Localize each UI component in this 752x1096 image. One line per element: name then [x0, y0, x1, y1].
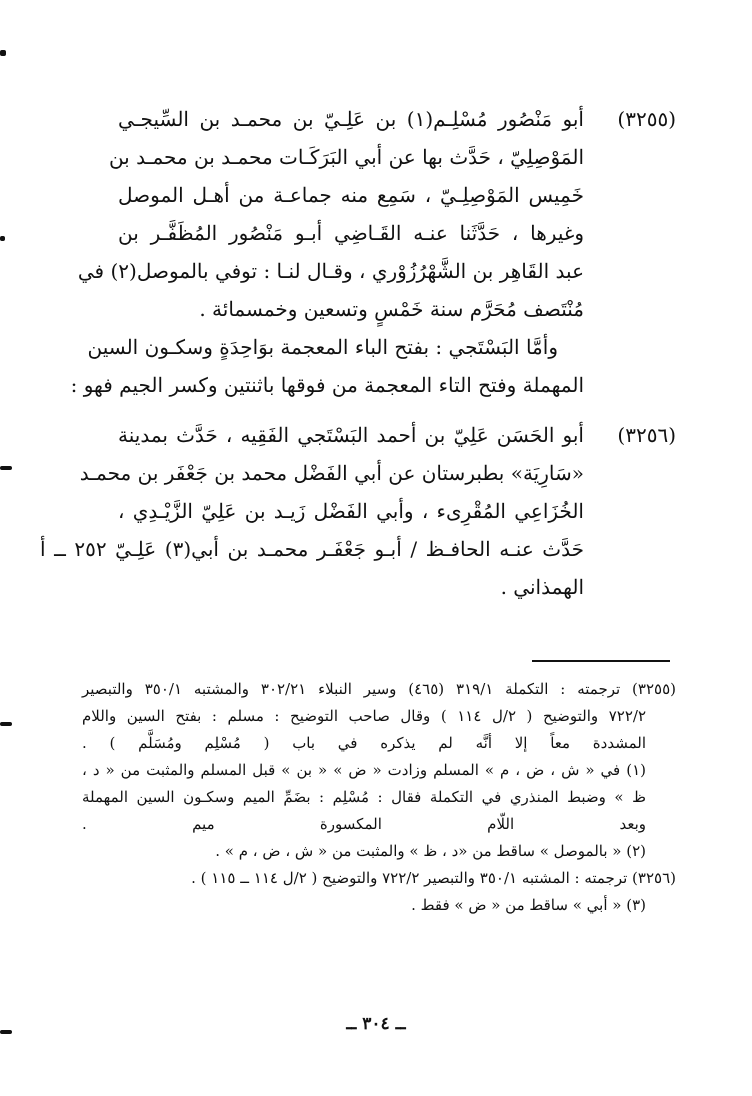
text-line: «سَارِيَة» بطبرستان عن أبي الفَضْل محمد بن جَعْفَر بن محمـد	[79, 461, 584, 485]
text-line: المَوْصِلِيّ ، حَدَّث بها عن أبي البَرَكَـات محمـد بن محمـد بن	[108, 145, 584, 169]
footnote-line: ظ » وضبط المنذري في التكملة فقال : مُسْلِم : بضَمِّ الميم وسكـون السين المهملة	[82, 788, 646, 806]
footnote-line: ٧٢٢/٢ والتوضيح ( ٢/ل ١١٤ ) وقال صاحب التوضيح : مسلم : بفتح السين واللام	[82, 707, 646, 725]
text-line: الهمذاني .	[500, 575, 584, 599]
entry-3256-continued	[40, 530, 584, 606]
text-line: خَمِيس المَوْصِلِـيّ ، سَمِع منه جماعـة من أهـل الموصل	[118, 183, 584, 207]
footnote-line: (٣٢٥٦) ترجمته : المشتبه ٣٥٠/١ والتبصير ٧٢٢/٢ والتوضيح ( ٢/ل ١١٤ ــ ١١٥ ) .	[191, 869, 676, 887]
footnote-line: (٢) « بالموصل » ساقط من «د ، ظ » والمثبت من « ش ، ض ، م » .	[215, 842, 646, 860]
entry-number: (٣٢٥٦)	[617, 423, 676, 447]
text-line: حَدَّث عنـه الحافـظ / أبـو جَعْفَـر محمـد بن أبي(٣) عَلِـيّ ٢٥٢ ــ أ	[40, 537, 584, 561]
page-number: ــ ٣٠٤ ــ	[346, 1014, 406, 1034]
entry-3255	[77, 100, 584, 328]
scan-mark	[0, 466, 12, 470]
scan-mark	[0, 722, 12, 726]
nisba-paragraph	[70, 328, 584, 404]
text-line: الخُزَاعِي المُقْرِىء ، وأبي الفَضْل زَيـد بن عَلِيّ الزَّيْـدِي ،	[118, 499, 584, 523]
text-line: وغيرها ، حَدَّثَنا عنـه القَـاضِي أبـو مَنْصُور المُظَفَّـر بن	[118, 221, 584, 245]
entry-3256	[79, 416, 584, 530]
footnote-line: (٣٢٥٥) ترجمته : التكملة ٣١٩/١ (٤٦٥) وسير النبلاء ٣٠٢/٢١ والمشتبه ٣٥٠/١ والتبصير	[82, 680, 676, 698]
footnote-line: وبعد اللّام المكسورة ميم .	[82, 815, 646, 833]
footnote-divider	[532, 660, 670, 662]
text-line: وأمَّا البَسْتَجي : بفتح الباء المعجمة بوَاحِدَةٍ وسكـون السين	[87, 335, 558, 359]
footnote-line: المشددة معاً إلا أنَّه لم يذكره في باب ( مُسْلِم ومُسَلَّم ) .	[82, 734, 646, 752]
scan-mark	[0, 50, 6, 56]
footnote-line: (١) في « ش ، ض ، م » المسلم وزادت « ض » « بن » قبل المسلم والمثبت من « د ،	[82, 761, 646, 779]
entry-number: (٣٢٥٥)	[617, 107, 676, 131]
text-line: أبو مَنْصُور مُسْلِـم(١) بن عَلِـيّ بن محمـد بن السِّيجـي	[118, 107, 584, 131]
text-line: عبد القَاهِر بن الشَّهْرُزُوْري ، وقـال لنـا : توفي بالموصل(٢) في	[77, 259, 584, 283]
text-line: أبو الحَسَن عَلِيّ بن أحمد البَسْتَجي الفَقِيه ، حَدَّث بمدينة	[118, 423, 584, 447]
text-line: مُنْتَصف مُحَرَّم سنة خَمْسٍ وتسعين وخمسمائة .	[199, 297, 584, 321]
text-line: المهملة وفتح التاء المعجمة من فوقها باثنتين وكسر الجيم فهو :	[70, 373, 584, 397]
footnotes	[82, 676, 676, 919]
footnote-line: (٣) « أبي » ساقط من « ض » فقط .	[411, 896, 646, 914]
scan-mark	[0, 236, 5, 241]
